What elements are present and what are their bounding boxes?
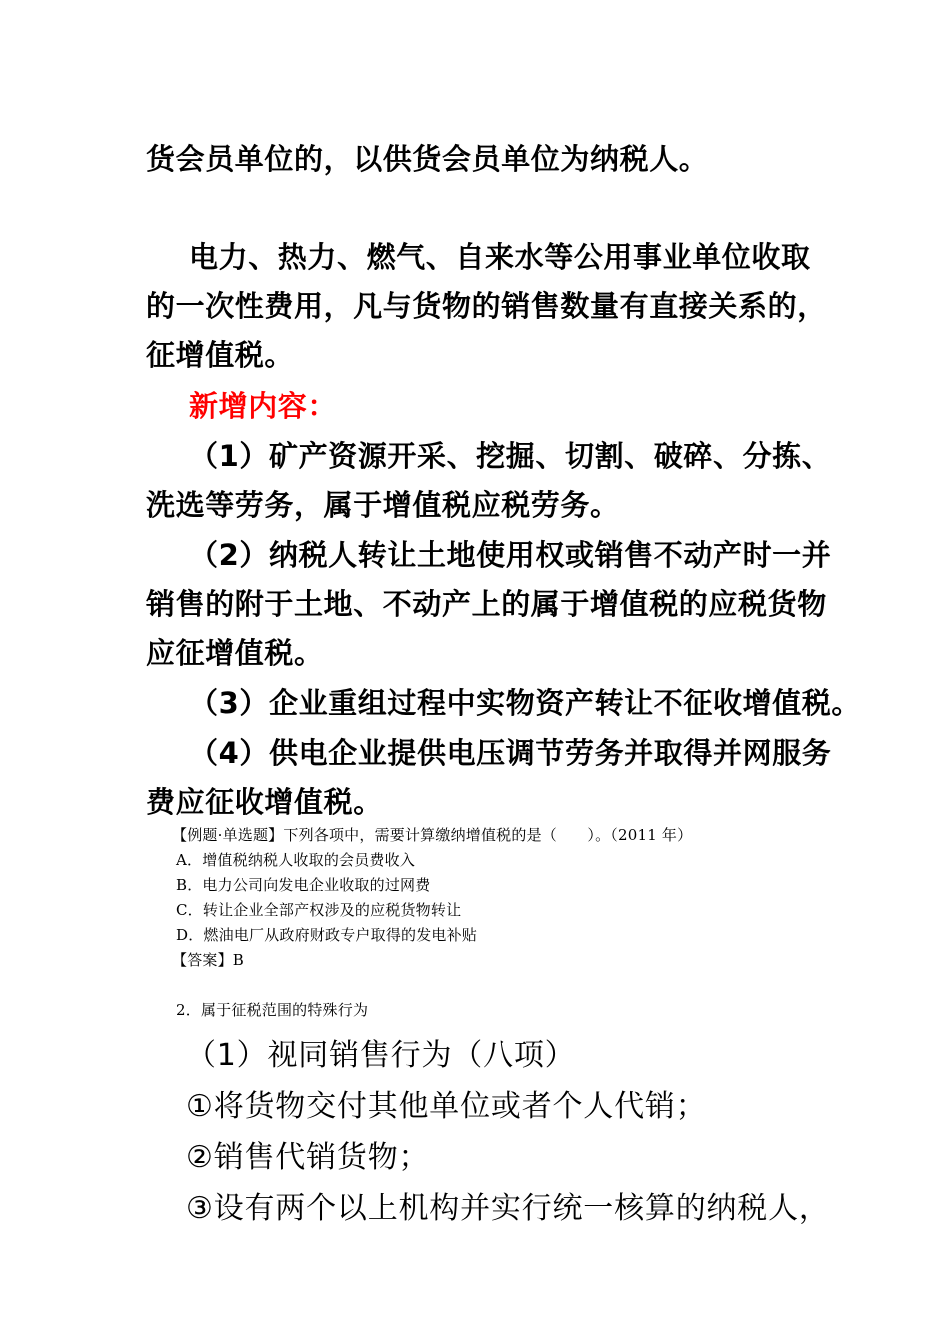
paragraph-line: （1）矿产资源开采、挖掘、切割、破碎、分拣、 (189, 439, 832, 473)
example-option: A．增值税纳税人收取的会员费收入 (176, 851, 416, 869)
section-subheading: （1）视同销售行为（八项） (186, 1038, 576, 1073)
paragraph-line: 应征增值税。 (146, 636, 324, 670)
section-heading: 2．属于征税范围的特殊行为 (176, 1001, 369, 1019)
new-content-heading: 新增内容： (189, 389, 338, 423)
example-option: B．电力公司向发电企业收取的过网费 (176, 876, 431, 894)
paragraph-line: （3）企业重组过程中实物资产转让不征收增值税。 (189, 686, 861, 720)
example-answer: 【答案】B (172, 951, 245, 969)
paragraph-line: 征增值税。 (146, 338, 295, 372)
example-option: D．燃油电厂从政府财政专户取得的发电补贴 (176, 926, 478, 944)
paragraph-line: （4）供电企业提供电压调节劳务并取得并网服务 (189, 736, 832, 770)
paragraph-line: （2）纳税人转让土地使用权或销售不动产时一并 (189, 538, 832, 572)
paragraph-line: 电力、热力、燃气、自来水等公用事业单位收取 (189, 240, 811, 274)
example-question: 【例题·单选题】下列各项中，需要计算缴纳增值税的是（ ）。（2011 年） (172, 826, 693, 844)
paragraph-line: 货会员单位的，以供货会员单位为纳税人。 (146, 142, 709, 176)
example-option: C．转让企业全部产权涉及的应税货物转让 (176, 901, 462, 919)
paragraph-line: 费应征收增值税。 (146, 785, 383, 819)
list-item: ③设有两个以上机构并实行统一核算的纳税人， (186, 1191, 830, 1226)
list-item: ②销售代销货物； (186, 1140, 430, 1175)
paragraph-line: 的一次性费用，凡与货物的销售数量有直接关系的， (146, 289, 827, 323)
list-item: ①将货物交付其他单位或者个人代销； (186, 1089, 707, 1124)
paragraph-line: 销售的附于土地、不动产上的属于增值税的应税货物 (146, 587, 827, 621)
paragraph-line: 洗选等劳务，属于增值税应税劳务。 (146, 488, 620, 522)
